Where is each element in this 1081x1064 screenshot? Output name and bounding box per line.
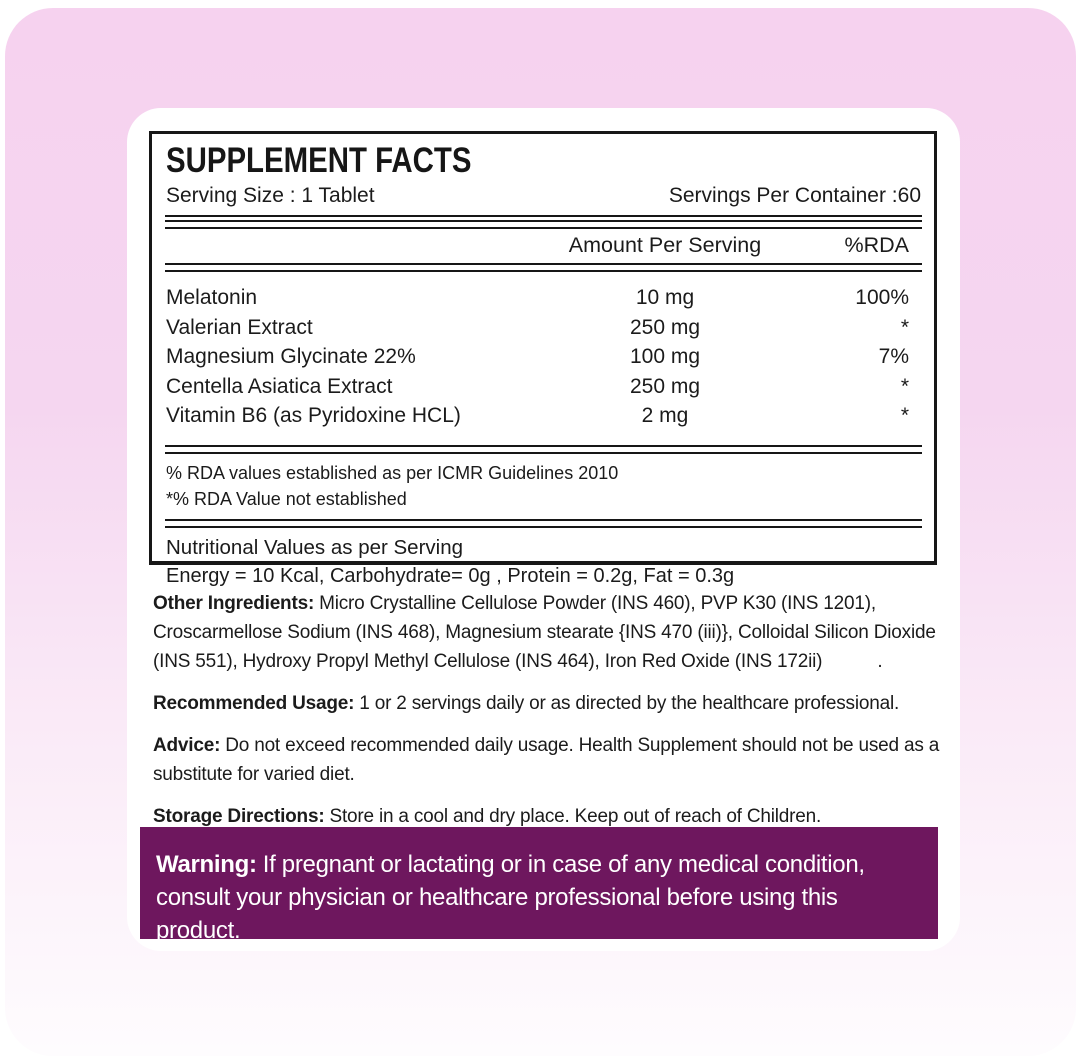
amount-per-serving-header: Amount Per Serving (568, 233, 762, 257)
rda-header: %RDA (844, 233, 909, 257)
warning-label: Warning: (156, 851, 257, 878)
section-text: Micro Crystalline Cellulose Powder (INS 460), PVP K30 (INS 1201), Croscarmellose Sodium (INS 468), Magnesium stearate {INS 470 (iii)}, Colloidal Silicon Dioxide (INS 551), Hydroxy Propyl Methyl Cellulose (INS 464), Iron Red Oxide (INS 172ii) (153, 593, 936, 672)
rda-value: 7% (878, 345, 909, 368)
rda-value: * (900, 404, 909, 427)
section-text: 1 or 2 servings daily or as directed by the healthcare professional. (359, 693, 900, 714)
section-label: Recommended Usage: (153, 693, 355, 714)
amount-value: 2 mg (641, 404, 689, 427)
divider (165, 445, 922, 454)
serving-row (165, 183, 922, 215)
table-row (165, 313, 922, 343)
amount-value: 10 mg (635, 286, 695, 309)
footnotes (165, 454, 922, 519)
amount-value: 100 mg (629, 345, 701, 368)
rda-value: * (900, 374, 909, 398)
table-row (165, 283, 922, 313)
ingredient-rows (165, 272, 922, 431)
ingredient-name: Valerian Extract (166, 315, 313, 339)
table-row (165, 342, 922, 372)
amount-value: 250 mg (629, 374, 701, 398)
section-label: Advice: (153, 735, 221, 756)
divider (165, 220, 922, 229)
amount-value: 250 mg (629, 315, 701, 339)
ingredient-name: Magnesium Glycinate 22% (166, 345, 416, 368)
section-label: Other Ingredients: (153, 593, 315, 614)
section-label: Storage Directions: (153, 806, 325, 827)
table-row (165, 372, 922, 402)
warning-line-1: If pregnant or lactating or in case of any medical condition, (262, 851, 865, 878)
serving-size-text: Serving Size : 1 Tablet (166, 184, 375, 207)
divider (165, 263, 922, 272)
nutrition-heading: Nutritional Values as per Serving (166, 535, 464, 559)
rda-value: 100% (855, 286, 909, 309)
facts-title: SUPPLEMENT FACTS (166, 141, 472, 180)
warning-box (140, 827, 938, 944)
supplement-facts-box (149, 131, 937, 587)
warning-line-2: consult your physician or healthcare professional before using this product. (156, 884, 838, 944)
divider (165, 519, 922, 528)
info-sections (153, 589, 959, 844)
table-header-row (165, 229, 922, 263)
trailing-period: . (877, 651, 883, 672)
table-row (165, 401, 922, 431)
section-text: Do not exceed recommended daily usage. Health Supplement should not be used as a substitute for varied diet. (153, 735, 940, 785)
ingredient-name: Centella Asiatica Extract (166, 374, 393, 398)
supplement-label-card (127, 108, 960, 951)
other-ingredients-section (153, 589, 959, 676)
nutrition-block (165, 528, 922, 590)
rda-footnote: % RDA values established as per ICMR Guidelines 2010 (166, 462, 619, 483)
section-text: Store in a cool and dry place. Keep out of reach of Children. (329, 806, 822, 827)
servings-per-container-text: Servings Per Container :60 (668, 184, 921, 207)
ingredient-name: Vitamin B6 (as Pyridoxine HCL) (166, 404, 461, 427)
ingredient-name: Melatonin (166, 286, 258, 309)
advice-section (153, 731, 959, 789)
rda-value: * (900, 315, 909, 339)
nutrition-values: Energy = 10 Kcal, Carbohydrate= 0g , Protein = 0.2g, Fat = 0.3g (166, 564, 735, 587)
recommended-usage-section (153, 689, 959, 718)
rda-asterisk-footnote: *% RDA Value not established (166, 488, 407, 509)
